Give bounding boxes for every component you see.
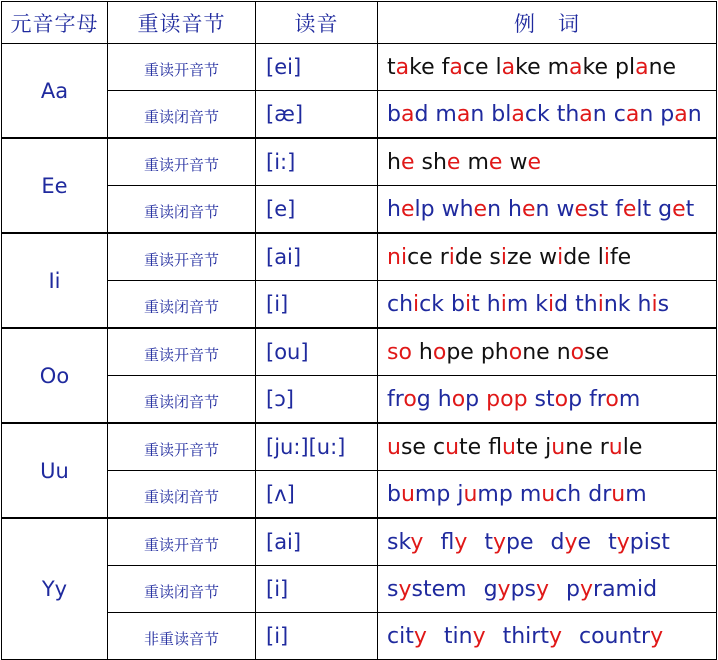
example-word — [419, 340, 474, 365]
word-segment: n — [639, 101, 654, 127]
example-word — [451, 292, 480, 317]
ipa-cell: [ei] — [256, 44, 378, 91]
highlighted-vowel: a — [400, 101, 415, 127]
example-words-cell — [378, 138, 717, 186]
vowel-letter-cell: Ii — [2, 233, 108, 328]
highlighted-vowel: o — [570, 339, 585, 365]
highlighted-vowel: o — [554, 386, 569, 412]
highlighted-vowel: u — [445, 434, 460, 460]
highlighted-vowel: a — [456, 101, 471, 127]
word-segment: lt — [636, 196, 652, 222]
table-body — [2, 44, 717, 660]
word-segment: tin — [443, 623, 473, 649]
syllable-type-cell: 重读闭音节 — [108, 566, 256, 613]
word-segment: w — [539, 244, 558, 270]
syllable-type-cell: 非重读音节 — [108, 613, 256, 660]
highlighted-vowel: y — [580, 576, 594, 602]
syllable-type-cell: 重读闭音节 — [108, 376, 256, 424]
word-segment: st — [588, 196, 609, 222]
word-segment: d — [554, 291, 569, 317]
example-word — [484, 530, 533, 555]
word-segment: s — [657, 291, 670, 317]
word-segment: ne — [522, 339, 550, 365]
highlighted-vowel: e — [400, 149, 415, 175]
word-segment: m — [467, 149, 489, 175]
example-word — [545, 435, 593, 460]
example-word — [444, 624, 486, 649]
example-words-cell — [378, 518, 717, 566]
word-segment: l — [495, 54, 502, 80]
word-segment: ke — [409, 54, 435, 80]
example-words-cell — [378, 233, 717, 281]
example-word — [660, 102, 701, 127]
word-segment: wh — [441, 196, 474, 222]
example-word — [387, 340, 412, 365]
word-segment: d — [550, 529, 565, 555]
header-pronunciation: 读音 — [256, 2, 378, 44]
word-segment: pe — [506, 529, 534, 555]
word-segment: sk — [387, 529, 411, 555]
word-segment: bl — [491, 101, 512, 127]
word-segment: t — [608, 529, 617, 555]
example-words-cell — [378, 44, 717, 91]
word-segment: ne — [565, 434, 593, 460]
example-word — [467, 150, 502, 175]
word-segment: p — [566, 576, 580, 602]
example-word — [489, 245, 532, 270]
word-segment: st — [534, 386, 555, 412]
word-segment: fr — [387, 386, 404, 412]
highlighted-vowel: e — [446, 149, 461, 175]
example-word — [387, 292, 444, 317]
highlighted-vowel: o — [432, 339, 447, 365]
word-segment: se — [400, 434, 426, 460]
highlighted-vowel: pop — [486, 386, 528, 412]
highlighted-vowel: ni — [387, 244, 408, 270]
example-word — [387, 245, 433, 270]
vowel-letter-cell: Yy — [2, 518, 108, 660]
word-segment: t — [471, 291, 480, 317]
word-segment: stem — [411, 576, 467, 602]
word-segment: d — [414, 101, 429, 127]
highlighted-vowel: o — [508, 339, 523, 365]
highlighted-vowel: e — [521, 196, 536, 222]
word-segment: n — [687, 101, 702, 127]
example-word — [387, 197, 435, 222]
table-row — [2, 44, 717, 91]
ipa-cell: [ju:][u:] — [256, 423, 378, 471]
word-segment: fl — [488, 434, 503, 460]
highlighted-vowel: a — [625, 101, 640, 127]
example-words-cell — [378, 376, 717, 424]
example-word — [387, 102, 428, 127]
highlighted-vowel: i — [500, 244, 507, 270]
table-row — [2, 233, 717, 281]
highlighted-vowel: a — [501, 54, 516, 80]
highlighted-vowel: o — [403, 386, 417, 412]
syllable-type-cell: 重读开音节 — [108, 518, 256, 566]
highlighted-vowel: y — [410, 529, 424, 555]
syllable-type-cell: 重读闭音节 — [108, 471, 256, 519]
highlighted-vowel: u — [611, 481, 626, 507]
word-segment: j — [545, 434, 552, 460]
ipa-cell: [ʌ] — [256, 471, 378, 519]
example-word — [387, 387, 431, 412]
header-stressed-syllable: 重读音节 — [108, 2, 256, 44]
word-segment: te — [516, 434, 539, 460]
word-segment: fr — [589, 386, 606, 412]
word-segment: ps — [510, 576, 536, 602]
highlighted-vowel: i — [603, 244, 610, 270]
ipa-cell: [i:] — [256, 138, 378, 186]
vowel-letter-cell: Oo — [2, 328, 108, 423]
example-word — [600, 435, 643, 460]
example-word — [387, 482, 450, 507]
example-word — [440, 245, 483, 270]
highlighted-vowel: a — [635, 54, 649, 80]
example-word — [387, 150, 415, 175]
example-word — [438, 387, 479, 412]
example-word — [551, 530, 592, 555]
highlighted-vowel: u — [463, 481, 478, 507]
word-segment: lp — [414, 196, 435, 222]
table-row — [2, 328, 717, 376]
word-segment: sh — [421, 149, 447, 175]
word-segment: th — [575, 291, 598, 317]
syllable-type-cell: 重读闭音节 — [108, 91, 256, 139]
word-segment: ck — [419, 291, 445, 317]
highlighted-vowel: y — [548, 623, 562, 649]
example-word — [658, 197, 694, 222]
ipa-cell: [i] — [256, 613, 378, 660]
word-segment: h — [486, 291, 501, 317]
highlighted-vowel: u — [541, 481, 556, 507]
example-word — [588, 482, 646, 507]
highlighted-vowel: e — [473, 196, 488, 222]
highlighted-vowel: o — [605, 386, 619, 412]
highlighted-vowel: y — [492, 529, 507, 555]
word-segment: n — [470, 101, 485, 127]
example-word — [435, 102, 484, 127]
example-word — [548, 55, 608, 80]
word-segment: ramid — [593, 576, 658, 602]
example-word — [598, 245, 632, 270]
highlighted-vowel: i — [651, 291, 658, 317]
example-word — [509, 150, 541, 175]
highlighted-vowel: a — [569, 54, 583, 80]
example-word — [442, 197, 501, 222]
highlighted-vowel: u — [387, 434, 401, 460]
example-word — [387, 435, 426, 460]
word-segment: m — [435, 101, 457, 127]
word-segment: fe — [609, 244, 632, 270]
example-word — [520, 482, 581, 507]
syllable-type-cell: 重读开音节 — [108, 233, 256, 281]
word-segment: h — [418, 339, 433, 365]
table-row — [2, 613, 717, 660]
word-segment: w — [556, 196, 575, 222]
table-row — [2, 91, 717, 139]
example-word — [433, 435, 481, 460]
syllable-type-cell: 重读闭音节 — [108, 281, 256, 329]
word-segment: n — [535, 196, 550, 222]
table-row — [2, 518, 717, 566]
word-segment: ce — [407, 244, 433, 270]
highlighted-vowel: i — [548, 291, 555, 317]
word-segment: n — [592, 101, 607, 127]
word-segment: t — [685, 196, 695, 222]
word-segment: k — [535, 291, 549, 317]
highlighted-vowel: i — [464, 291, 472, 317]
highlighted-vowel: a — [449, 54, 463, 80]
example-words-cell — [378, 281, 717, 329]
syllable-type-cell: 重读开音节 — [108, 138, 256, 186]
highlighted-vowel: u — [608, 434, 623, 460]
highlighted-vowel: y — [413, 623, 427, 649]
syllable-type-cell: 重读开音节 — [108, 44, 256, 91]
word-segment: ne — [648, 54, 677, 80]
highlighted-vowel: a — [395, 54, 410, 80]
example-word — [488, 435, 538, 460]
highlighted-vowel: e — [527, 149, 541, 175]
table-row — [2, 376, 717, 424]
vowel-letter-cell: Ee — [2, 138, 108, 233]
word-segment: s — [489, 244, 501, 270]
example-word — [503, 624, 562, 649]
highlighted-vowel: u — [400, 481, 415, 507]
word-segment: nk — [603, 291, 631, 317]
word-segment: h — [387, 196, 401, 222]
example-word — [440, 530, 467, 555]
header-example-words: 例 词 — [378, 2, 717, 44]
highlighted-vowel: so — [387, 339, 412, 365]
highlighted-vowel: y — [616, 529, 630, 555]
example-word — [491, 102, 549, 127]
word-segment: pe — [446, 339, 474, 365]
example-words-cell — [378, 471, 717, 519]
word-segment: g — [658, 196, 673, 222]
word-segment: fl — [440, 529, 455, 555]
word-segment: le — [622, 434, 643, 460]
word-segment: n — [556, 339, 571, 365]
example-words-cell — [378, 423, 717, 471]
highlighted-vowel: e — [672, 196, 686, 222]
word-segment: m — [519, 481, 542, 507]
example-word — [614, 102, 654, 127]
vowel-letter-cell: Aa — [2, 44, 108, 139]
word-segment: mp — [414, 481, 451, 507]
ipa-cell: [ou] — [256, 328, 378, 376]
example-word — [422, 150, 461, 175]
example-word — [557, 102, 607, 127]
example-word — [589, 387, 640, 412]
example-word — [575, 292, 630, 317]
example-word — [579, 624, 663, 649]
example-word — [638, 292, 670, 317]
word-segment: f — [441, 54, 450, 80]
word-segment: c — [613, 101, 626, 127]
word-segment: j — [457, 481, 464, 507]
word-segment: b — [387, 481, 401, 507]
syllable-type-cell: 重读闭音节 — [108, 186, 256, 234]
example-words-cell — [378, 328, 717, 376]
word-segment: thirt — [502, 623, 549, 649]
highlighted-vowel: y — [454, 529, 468, 555]
highlighted-vowel: i — [448, 244, 455, 270]
highlighted-vowel: i — [557, 244, 564, 270]
word-segment: ze — [506, 244, 533, 270]
word-segment: l — [597, 244, 604, 270]
word-segment: m — [618, 386, 641, 412]
word-segment: p — [660, 101, 675, 127]
word-segment: pist — [629, 529, 670, 555]
example-words-cell — [378, 613, 717, 660]
example-word — [457, 482, 512, 507]
highlighted-vowel: i — [597, 291, 604, 317]
word-segment: t — [484, 529, 493, 555]
word-segment: s — [387, 576, 399, 602]
word-segment: m — [547, 54, 570, 80]
ipa-cell: [æ] — [256, 91, 378, 139]
ipa-cell: [e] — [256, 186, 378, 234]
highlighted-vowel: y — [472, 623, 486, 649]
word-segment: ph — [480, 339, 509, 365]
highlighted-vowel: u — [551, 434, 566, 460]
word-segment: g — [483, 576, 498, 602]
word-segment: r — [599, 434, 609, 460]
vowel-letter-cell: Uu — [2, 423, 108, 518]
header-row — [2, 2, 717, 44]
example-word — [508, 197, 549, 222]
example-word — [615, 55, 676, 80]
table-row — [2, 423, 717, 471]
vowel-pronunciation-table — [1, 1, 717, 660]
word-segment: countr — [578, 623, 651, 649]
word-segment: se — [584, 339, 610, 365]
example-word — [496, 55, 541, 80]
word-segment: ck — [524, 101, 550, 127]
example-word — [487, 292, 529, 317]
ipa-cell: [i] — [256, 281, 378, 329]
table-row — [2, 566, 717, 613]
example-word — [481, 340, 550, 365]
highlighted-vowel: y — [650, 623, 664, 649]
word-segment: cit — [387, 623, 414, 649]
header-vowel-letter: 元音字母 — [2, 2, 108, 44]
table-row — [2, 138, 717, 186]
example-word — [615, 197, 651, 222]
example-word — [387, 577, 467, 602]
example-word — [387, 530, 423, 555]
word-segment: ch — [387, 291, 414, 317]
word-segment: c — [432, 434, 446, 460]
example-word — [484, 577, 549, 602]
highlighted-vowel: o — [451, 386, 466, 412]
highlighted-vowel: y — [564, 529, 578, 555]
word-segment: m — [506, 291, 529, 317]
syllable-type-cell: 重读开音节 — [108, 328, 256, 376]
example-words-cell — [378, 91, 717, 139]
word-segment: h — [387, 149, 401, 175]
example-word — [557, 340, 609, 365]
word-segment: de — [563, 244, 591, 270]
highlighted-vowel: e — [488, 149, 503, 175]
example-word — [608, 530, 670, 555]
word-segment: ke — [515, 54, 541, 80]
example-word — [556, 197, 608, 222]
example-word — [535, 292, 568, 317]
example-word — [387, 624, 427, 649]
highlighted-vowel: a — [511, 101, 525, 127]
highlighted-vowel: a — [579, 101, 593, 127]
ipa-cell: [i] — [256, 566, 378, 613]
word-segment: p — [465, 386, 480, 412]
highlighted-vowel: a — [674, 101, 688, 127]
highlighted-vowel: y — [398, 576, 412, 602]
table-row — [2, 281, 717, 329]
word-segment: n — [487, 196, 502, 222]
example-word — [566, 577, 657, 602]
word-segment: dr — [588, 481, 612, 507]
word-segment: f — [615, 196, 623, 222]
word-segment: p — [568, 386, 583, 412]
word-segment: ch — [555, 481, 582, 507]
highlighted-vowel: i — [500, 291, 507, 317]
example-word — [486, 387, 527, 412]
highlighted-vowel: e — [622, 196, 637, 222]
syllable-type-cell: 重读开音节 — [108, 423, 256, 471]
word-segment: te — [459, 434, 482, 460]
highlighted-vowel: e — [574, 196, 589, 222]
word-segment: b — [451, 291, 465, 317]
word-segment: h — [437, 386, 452, 412]
example-word — [387, 55, 435, 80]
word-segment: r — [439, 244, 449, 270]
word-segment: h — [637, 291, 652, 317]
example-words-cell — [378, 186, 717, 234]
word-segment: e — [577, 529, 592, 555]
word-segment: h — [508, 196, 522, 222]
highlighted-vowel: e — [400, 196, 415, 222]
ipa-cell: [ɔ] — [256, 376, 378, 424]
word-segment: ce — [462, 54, 489, 80]
word-segment: m — [625, 481, 647, 507]
word-segment: b — [387, 101, 401, 127]
word-segment: pl — [615, 54, 636, 80]
word-segment: th — [556, 101, 580, 127]
ipa-cell: [ai] — [256, 518, 378, 566]
word-segment: de — [454, 244, 483, 270]
word-segment: g — [416, 386, 431, 412]
example-words-cell — [378, 566, 717, 613]
table-row — [2, 186, 717, 234]
word-segment: ke — [582, 54, 609, 80]
example-word — [539, 245, 591, 270]
highlighted-vowel: u — [502, 434, 516, 460]
highlighted-vowel: i — [413, 291, 420, 317]
highlighted-vowel: y — [536, 576, 550, 602]
table-row — [2, 471, 717, 519]
word-segment: t — [387, 54, 396, 80]
example-word — [535, 387, 583, 412]
word-segment: mp — [477, 481, 513, 507]
highlighted-vowel: y — [497, 576, 511, 602]
ipa-cell: [ai] — [256, 233, 378, 281]
example-word — [442, 55, 489, 80]
word-segment: w — [509, 149, 528, 175]
